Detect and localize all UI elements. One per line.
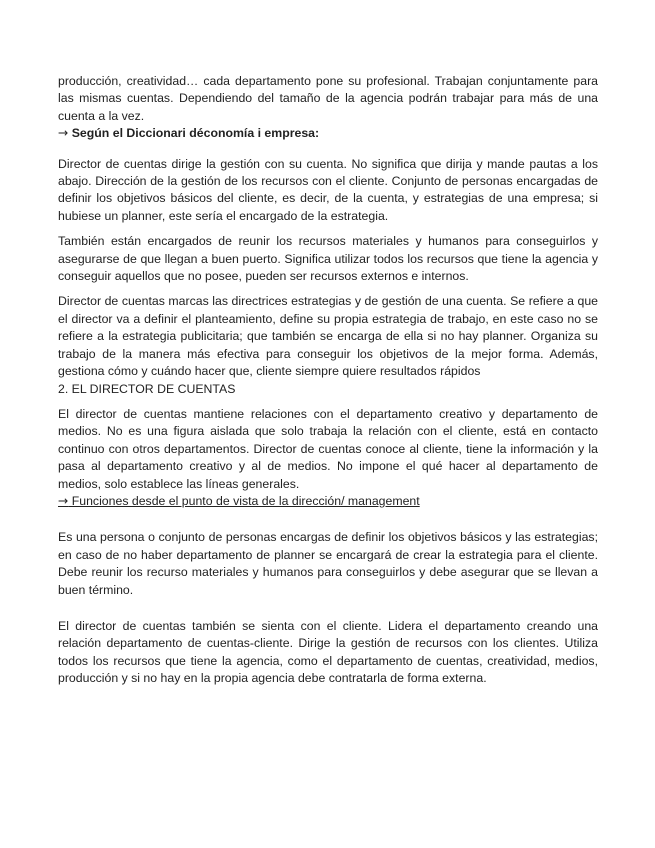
arrow-right-icon: →: [58, 126, 69, 141]
document-page: [58, 73, 598, 688]
heading-section-2: 2. EL DIRECTOR DE CUENTAS: [58, 381, 236, 396]
paragraph-section-2: El director de cuentas mantiene relaciones con el departamento creativo y departamento de medios. No es una figura aislada que solo trabaja la relación con el cliente, está en contacto continuo con otros departamentos. Director de cuentas conoce al cliente, tiene la información y la pasa al departamento creativo y al de medios. No impone el qué hacer al departamento de medios, solo establece las líneas generales.: [58, 406, 598, 491]
arrow-right-icon: →: [58, 493, 69, 508]
heading-functions-link: [58, 494, 420, 508]
heading-functions: [58, 493, 598, 510]
heading-functions-text: Funciones desde el punto de vista de la dirección/ management: [68, 493, 420, 508]
paragraph-functions-1: Es una persona o conjunto de personas encargas de definir los objetivos básicos y las estrategias; en caso de no haber departamento de planner se encargará de crear la estrategia para el cliente. Debe reunir los recurso materiales y humanos para conseguirlos y debe asegurar que se llevan a buen término.: [58, 530, 598, 597]
heading-dictionary-text: Según el Diccionari déconomía i empresa:: [71, 126, 320, 141]
heading-dictionary: [58, 125, 598, 142]
paragraph-dictionary-1: Director de cuentas dirige la gestión con su cuenta. No significa que dirija y mande pautas a los abajo. Dirección de la gestión de los recursos con el cliente. Conjunto de personas encargadas de definir los objetivos básicos del cliente, es decir, de la cuenta, y estrategias de una empresa; si hubiese un planner, este sería el encargado de la estrategia.: [58, 156, 598, 223]
paragraph-dictionary-2: También están encargados de reunir los recursos materiales y humanos para conseguirlos y asegurarse de que llegan a buen puerto. Significa utilizar todos los recursos que tiene la agencia y conseguir aquellos que no posee, pueden ser recursos externos e internos.: [58, 234, 598, 284]
paragraph-functions-2: El director de cuentas también se sienta con el cliente. Lidera el departamento creando una relación departamento de cuentas-cliente. Dirige la gestión de recursos con los clientes. Utiliza todos los recursos que tiene la agencia, como el departamento de cuentas, creatividad, medios, producción y si no hay en la propia agencia debe contratarla de forma externa.: [58, 618, 598, 686]
paragraph-intro: producción, creatividad… cada departamento pone su profesional. Trabajan conjuntamente para las mismas cuentas. Dependiendo del tamaño de la agencia podrán trabajar para más de una cuenta a la vez.: [58, 74, 598, 123]
paragraph-dictionary-3: Director de cuentas marcas las directrices estrategias y de gestión de una cuenta. Se refiere a que el director va a definir el planteamiento, define su propia estrategia de trabajo, en este caso no se refiere a la estrategia publicitaria; que también se encarga de ella si no hay planner. Organiza su trabajo de la manera más efectiva para conseguir los objetivos de la mejor forma. Además, gestiona cómo y cuándo hacer que, cliente siempre quiere resultados rápidos: [58, 294, 598, 379]
